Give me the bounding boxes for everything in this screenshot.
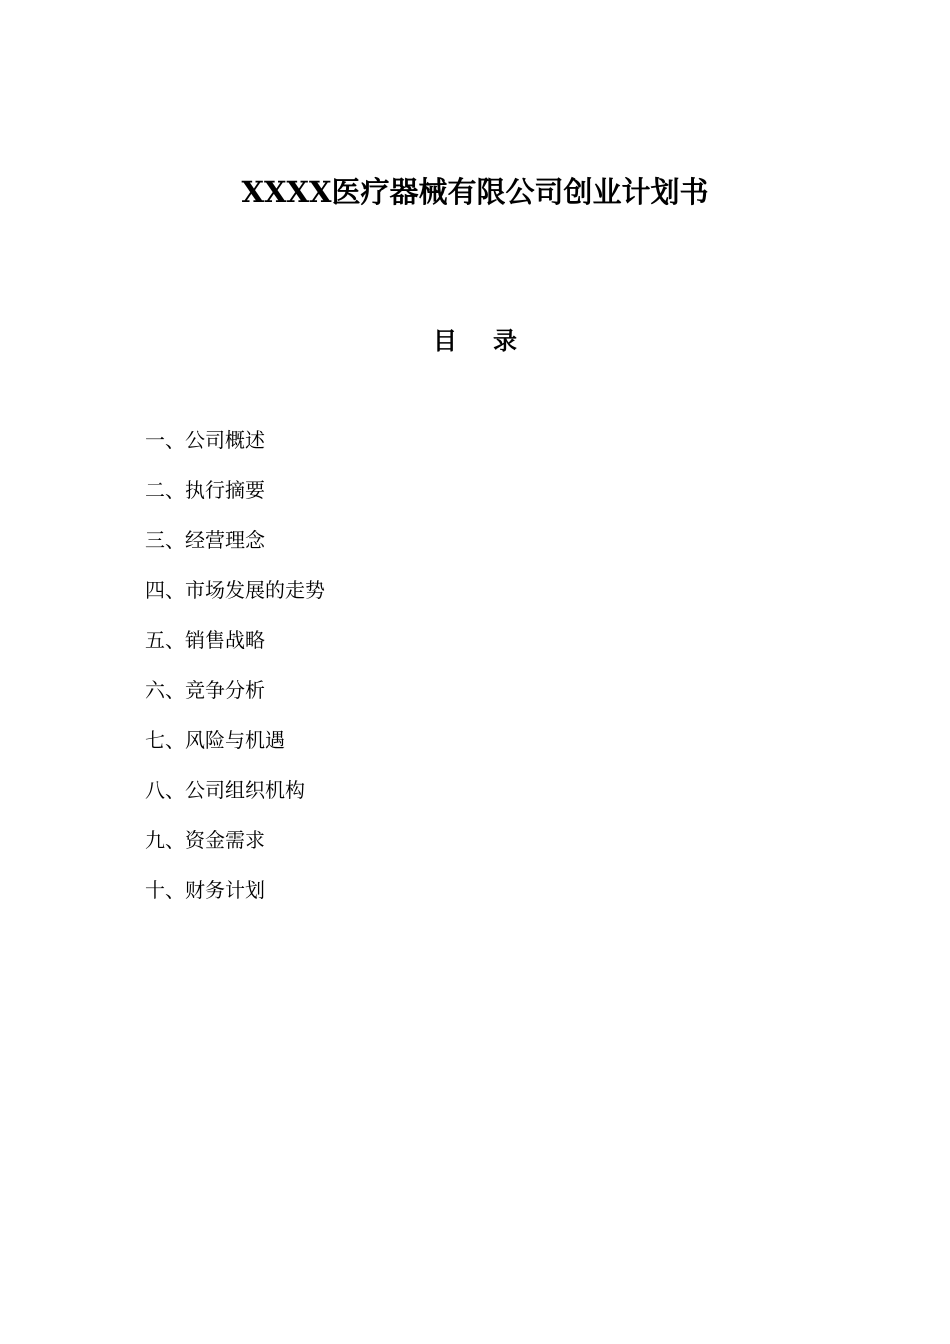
toc-item-executive-summary: 二、执行摘要 — [145, 478, 265, 502]
toc-heading-char-2: 录 — [493, 326, 517, 355]
document-title: XXXX医疗器械有限公司创业计划书 — [241, 175, 709, 209]
toc-heading — [0, 324, 950, 358]
table-of-contents — [145, 423, 325, 923]
toc-item-market-trends: 四、市场发展的走势 — [145, 578, 325, 602]
toc-item-company-overview: 一、公司概述 — [145, 428, 265, 452]
toc-item-business-philosophy: 三、经营理念 — [145, 528, 265, 552]
toc-item-sales-strategy: 五、销售战略 — [145, 628, 265, 652]
toc-item-financial-plan: 十、财务计划 — [145, 878, 265, 902]
toc-item-risks-opportunities: 七、风险与机遇 — [145, 728, 285, 752]
toc-item-competition-analysis: 六、竞争分析 — [145, 678, 265, 702]
toc-item-funding-needs: 九、资金需求 — [145, 828, 265, 852]
toc-item-organization: 八、公司组织机构 — [145, 778, 305, 802]
toc-heading-char-1: 目 — [433, 326, 457, 355]
